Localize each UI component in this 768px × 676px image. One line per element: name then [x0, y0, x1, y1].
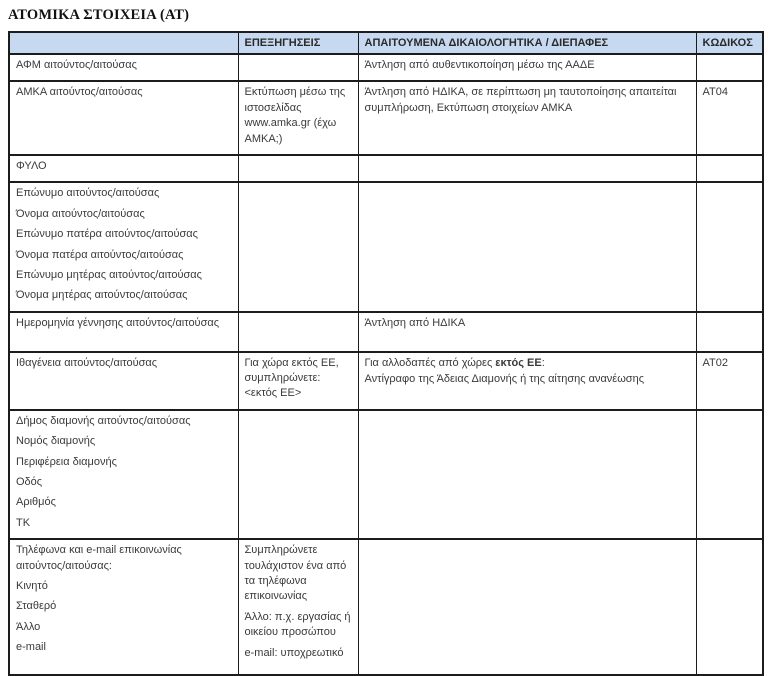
table-row: [9, 182, 763, 311]
cell-documents: [358, 182, 696, 311]
table-row: [9, 410, 763, 539]
cell-documents: [358, 539, 696, 675]
cell-field: ΦΥΛΟ: [9, 155, 238, 182]
data-table: [8, 31, 764, 676]
cell-field: Τηλέφωνα και e-mail επικοινωνίας αιτούντος/αιτούσας: Κινητό Σταθερό Άλλο e-mail: [9, 539, 238, 675]
cell-documents: Άντληση από ΗΔΙΚΑ, σε περίπτωση μη ταυτοποίησης απαιτείται συμπλήρωση, Εκτύπωση στοιχείων ΑΜΚΑ: [358, 81, 696, 155]
table-body: [9, 54, 763, 675]
cell-code: ΑΤ02: [696, 352, 763, 410]
header-cell-explanations: ΕΠΕΞΗΓΗΣΕΙΣ: [238, 32, 358, 54]
cell-field: Δήμος διαμονής αιτούντος/αιτούσας Νομός διαμονής Περιφέρεια διαμονής Οδός Αριθμός ΤΚ: [9, 410, 238, 539]
table-row: [9, 539, 763, 675]
table-row: [9, 155, 763, 182]
cell-code: [696, 155, 763, 182]
cell-explanations: Εκτύπωση μέσω της ιστοσελίδας www.amka.gr (έχω ΑΜΚΑ;): [238, 81, 358, 155]
cell-explanations: [238, 410, 358, 539]
header-cell-field: [9, 32, 238, 54]
cell-explanations: [238, 54, 358, 81]
cell-explanations: Συμπληρώνετε τουλάχιστον ένα από τα τηλέφωνα επικοινωνίας Άλλο: π.χ. εργασίας ή οικείου προσώπου e-mail: υποχρεωτικό: [238, 539, 358, 675]
cell-documents: [358, 155, 696, 182]
cell-field: ΑΦΜ αιτούντος/αιτούσας: [9, 54, 238, 81]
cell-code: ΑΤ04: [696, 81, 763, 155]
cell-documents: Για αλλοδαπές από χώρες εκτός ΕΕ: Αντίγραφο της Άδειας Διαμονής ή της αίτησης ανανέωσης: [358, 352, 696, 410]
cell-documents: Άντληση από ΗΔΙΚΑ: [358, 312, 696, 352]
cell-explanations: Για χώρα εκτός ΕΕ, συμπληρώνετε: <εκτός ΕΕ>: [238, 352, 358, 410]
page-title: ΑΤΟΜΙΚΑ ΣΤΟΙΧΕΙΑ (ΑΤ): [8, 7, 190, 23]
cell-code: [696, 312, 763, 352]
table-row: [9, 352, 763, 410]
header-row: [9, 32, 763, 54]
cell-field: ΑΜΚΑ αιτούντος/αιτούσας: [9, 81, 238, 155]
header-cell-documents: ΑΠΑΙΤΟΥΜΕΝΑ ΔΙΚΑΙΟΛΟΓΗΤΙΚΑ / ΔΙΕΠΑΦΕΣ: [358, 32, 696, 54]
cell-code: [696, 54, 763, 81]
cell-explanations: [238, 155, 358, 182]
cell-code: [696, 539, 763, 675]
cell-field: Ημερομηνία γέννησης αιτούντος/αιτούσας: [9, 312, 238, 352]
document: [8, 7, 762, 676]
cell-explanations: [238, 182, 358, 311]
cell-explanations: [238, 312, 358, 352]
table-row: [9, 81, 763, 155]
table-row: [9, 54, 763, 81]
header-cell-code: ΚΩΔΙΚΟΣ: [696, 32, 763, 54]
cell-code: [696, 410, 763, 539]
table-row: [9, 312, 763, 352]
cell-code: [696, 182, 763, 311]
cell-documents: [358, 410, 696, 539]
cell-field: Επώνυμο αιτούντος/αιτούσας Όνομα αιτούντος/αιτούσας Επώνυμο πατέρα αιτούντος/αιτούσας Όνομα πατέρα αιτούντος/αιτούσας Επώνυμο μητέρας αιτούντος/αιτούσας Όνομα μητέρας αιτούντος/αιτούσας: [9, 182, 238, 311]
cell-field: Ιθαγένεια αιτούντος/αιτούσας: [9, 352, 238, 410]
cell-documents: Άντληση από αυθεντικοποίηση μέσω της ΑΑΔΕ: [358, 54, 696, 81]
